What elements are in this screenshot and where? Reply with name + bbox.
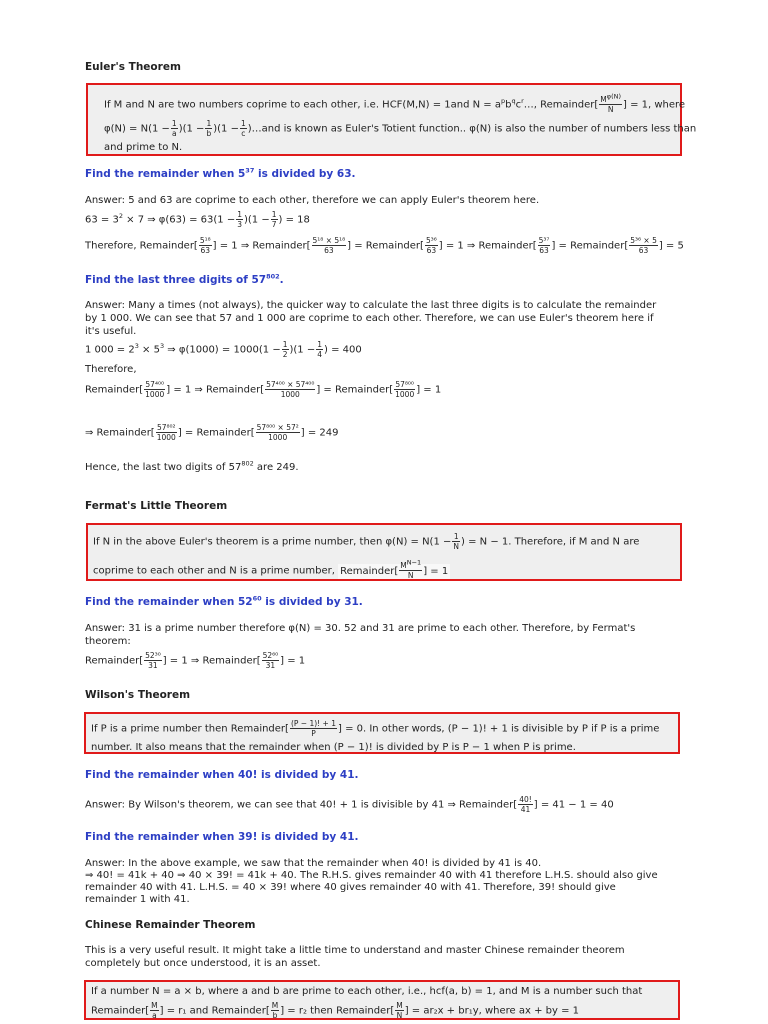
q3-remainder-line: Remainder[ $\frac{\text{52³⁰}}{31}$ ] = 1 ⇒ Remainder[ $\frac{\text{52⁶⁰}}{31}$ ] = 1 [85, 651, 306, 670]
question-2-title: Find the last three digits of $57^{802}$. [85, 272, 284, 286]
q2-remainder-line-1: Remainder[ $\frac{\text{57⁴⁰⁰}}{1000}$ ] = 1 ⇒ Remainder[ $\frac{\text{57⁴⁰⁰ × 57⁴⁰⁰}}{1000}$ ] = Remainder[ $\frac{\text{57⁸⁰⁰}}{1000}$ ] = 1 [85, 380, 442, 399]
fermat-box-line2: coprime to each other and N is a prime number, Remainder[ $\frac{M^{N-1}}{N}$ ] = 1 [93, 558, 449, 580]
q2-therefore: Therefore, [85, 364, 137, 375]
q2-answer-3: it's useful. [85, 326, 137, 337]
wilson-theorem-box [84, 712, 680, 754]
wilson-heading: Wilson's Theorem [85, 689, 191, 701]
wilson-box-line1: If P is a prime number then Remainder[ $\frac{(P - 1)! + 1}{P}$ ] = 0. In other words, (P − 1)! + 1 is divisible by P if P is a prime [91, 719, 660, 738]
fermat-theorem-box [86, 523, 682, 581]
crt-paragraph-1: This is a very useful result. It might take a little time to understand and master Chinese remainder theorem [85, 945, 625, 956]
q5-answer-4: remainder 1 with 41. [85, 894, 190, 905]
crt-paragraph-2: completely but once understood, it is an asset. [85, 958, 321, 969]
question-3-title: Find the remainder when $52^{60}$ is divided by 31. [85, 594, 363, 608]
q3-answer-1: Answer: 31 is a prime number therefore φ(N) = 30. 52 and 31 are prime to each other. Therefore, by Fermat's [85, 623, 636, 634]
q2-answer-1: Answer: Many a times (not always), the quicker way to calculate the last three digits is to calculate the remainder [85, 300, 657, 311]
crt-box-line2: Remainder[ $\frac{M}{a}$ ] = r₁ and Remainder[ $\frac{M}{b}$ ] = r₂ then Remainder[ $\frac{M}{N}$ ] = ar₂x + br₁y, where ax + by = 1 [91, 1001, 580, 1020]
euler-box-line1: If M and N are two numbers coprime to each other, i.e. HCF(M,N) = 1and $N = a^pb^qc^r\dots$, Remainder[ $\frac{M^{\varphi(N)}}{N}$ ] = 1, where [104, 92, 686, 114]
q1-phi-line: $63 = 3^2 \times 7$ ⇒ φ(63) = 63(1 − $\frac{1}{3}$ )(1 − $\frac{1}{7}$ ) = 18 [85, 210, 310, 229]
q4-answer: Answer: By Wilson's theorem, we can see that 40! + 1 is divisible by 41 ⇒ Remainder[ $\frac{40!}{41}$ ] = 41 − 1 = 40 [85, 795, 614, 814]
q5-answer-1: Answer: In the above example, we saw that the remainder when 40! is divided by 41 is 40. [85, 858, 542, 869]
q1-answer: Answer: 5 and 63 are coprime to each other, therefore we can apply Euler's theorem here. [85, 195, 540, 206]
question-5-title: Find the remainder when 39! is divided by 41. [85, 831, 359, 843]
wilson-box-line2: number. It also means that the remainder when (P − 1)! is divided by P is P − 1 when P is prime. [91, 742, 576, 753]
q2-remainder-line-2: ⇒ Remainder[ $\frac{\text{57⁸⁰²}}{1000}$ ] = Remainder[ $\frac{\text{57⁸⁰⁰ × 57²}}{1000}$ ] = 249 [85, 423, 339, 442]
crt-heading: Chinese Remainder Theorem [85, 919, 256, 931]
q3-answer-2: theorem: [85, 636, 131, 647]
euler-theorem-box [86, 83, 697, 156]
fermat-heading: Fermat's Little Theorem [85, 500, 228, 512]
q2-conclusion: Hence, the last two digits of $57^{802}$ are 249. [85, 459, 299, 473]
q2-phi-line: 1 $000 = 2^3 \times 5^3$ ⇒ φ(1000) = 1000(1 − $\frac{1}{2}$ )(1 − $\frac{1}{4}$ ) = 400 [85, 340, 362, 359]
question-1-title: Find the remainder when $5^{37}$ is divided by 63. [85, 166, 356, 180]
question-4-title: Find the remainder when 40! is divided by 41. [85, 769, 359, 781]
euler-box-line3: and prime to N. [104, 142, 183, 153]
crt-box-line1: If a number N = a × b, where a and b are prime to each other, i.e., hcf(a, b) = 1, and M is a number such that [91, 986, 643, 997]
fermat-box-line1: If N in the above Euler's theorem is a prime number, then φ(N) = N(1 − $\frac{1}{N}$ ) = N − 1. Therefore, if M and N are [93, 532, 640, 551]
euler-box-line2: φ(N) = N(1 − $\frac{1}{a}$ )(1 − $\frac{1}{b}$ )(1 − $\frac{1}{c}$ )…and is known as Euler's Totient function.. φ(N) is also the number of numbers less than [104, 119, 697, 138]
crt-theorem-box [84, 980, 680, 1020]
euler-heading: Euler's Theorem [85, 61, 181, 73]
q1-remainder-line: Therefore, Remainder[ $\frac{\text{5¹⁸}}{63}$ ] = 1 ⇒ Remainder[ $\frac{\text{5¹⁸ × 5¹⁸}}{63}$ ] = Remainder[ $\frac{\text{5³⁶}}{63}$ ] = 1 ⇒ Remainder[ $\frac{\text{5³⁷}}{63}$ ] = Remainder[ $\frac{\text{5³⁶ × 5}}{63}$ ] = 5 [85, 236, 684, 255]
q5-answer-2: ⇒ 40! = 41k + 40 ⇒ 40 × 39! = 41k + 40. The R.H.S. gives remainder 40 with 41 therefore L.H.S. should also give [85, 870, 658, 881]
q5-answer-3: remainder 40 with 41. L.H.S. = 40 × 39! where 40 gives remainder 40 with 41. Therefore, 39! should give [85, 882, 616, 893]
q2-answer-2: by 1 000. We can see that 57 and 1 000 are coprime to each other. Therefore, we can use Euler's theorem here if [85, 313, 654, 324]
